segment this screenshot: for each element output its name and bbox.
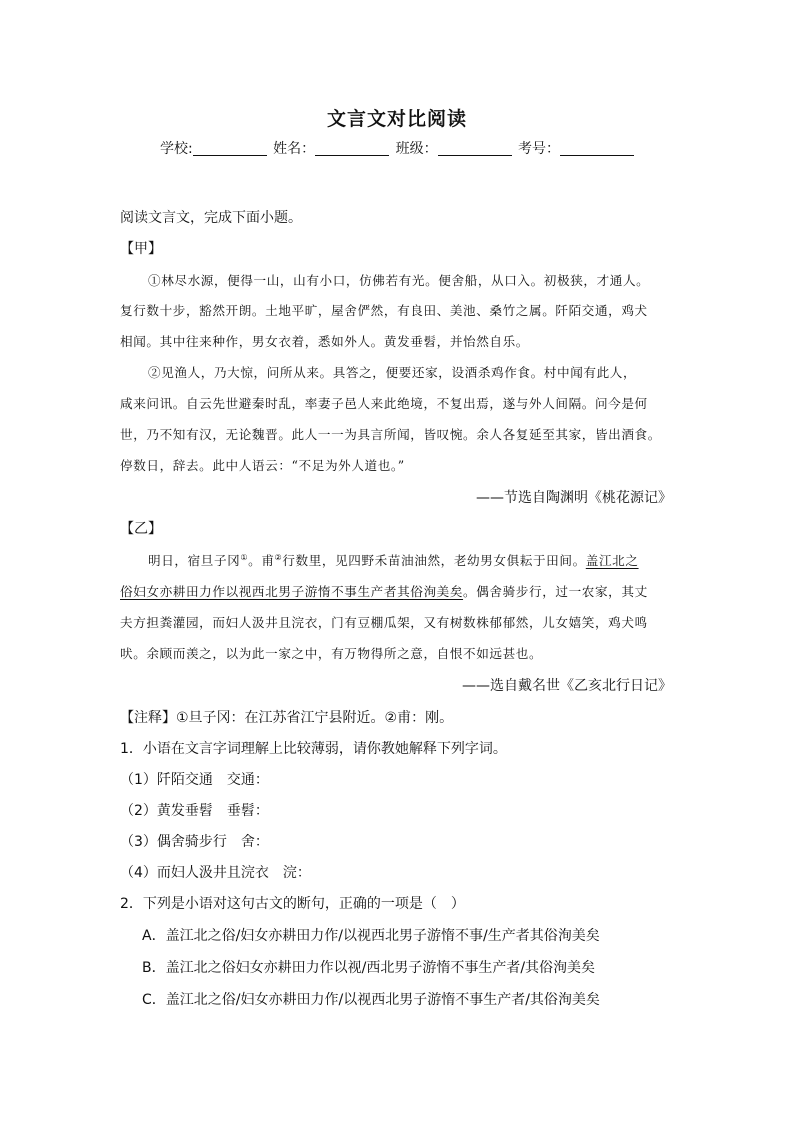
- note-marker: ②: [274, 552, 283, 562]
- class-label: 班级：: [395, 141, 438, 157]
- number-blank[interactable]: [560, 141, 634, 156]
- yi-text: 。偶舍骑步行，过一农家，其丈: [463, 584, 648, 599]
- question-2-stem: 2．下列是小语对这句古文的断句，正确的一项是（ ）: [120, 896, 465, 912]
- jia-p2-line: ②见渔人，乃大惊，问所从来。具答之，便要还家，设酒杀鸡作食。村中闻有此人，: [148, 365, 637, 380]
- jia-p1-line: ①林尽水源，便得一山，山有小口，仿佛若有光。便舍船，从口入。初极狭，才通人。: [148, 273, 650, 288]
- number-label: 考号：: [518, 141, 561, 157]
- jia-source: ——节选自陶渊明《桃花源记》: [476, 490, 672, 506]
- annotation-notes: 【注释】①旦子冈：在江苏省江宁县附近。②甫：刚。: [120, 710, 454, 726]
- class-blank[interactable]: [438, 141, 512, 156]
- school-blank[interactable]: [193, 141, 267, 156]
- jia-p2-line: 咸来问讯。自云先世避秦时乱，率妻子邑人来此绝境，不复出焉，遂与外人间隔。问今是何: [120, 396, 648, 411]
- yi-header: 【乙】: [120, 521, 162, 537]
- page-title: 文言文对比阅读: [326, 108, 467, 130]
- name-blank[interactable]: [315, 141, 389, 156]
- jia-p2-line: 停数日，辞去。此中人语云：“不足为外人道也。”: [120, 458, 405, 473]
- yi-text: 行数里，见四野禾苗油油然，老幼男女俱耘于田间。: [282, 553, 586, 568]
- yi-line: 夫方担粪灌园，而妇人汲井且浣衣，门有豆棚瓜架，又有树数株郁郁然，儿女嬉笑，鸡犬鸣: [120, 615, 648, 630]
- jia-header: 【甲】: [120, 241, 162, 257]
- underlined-sentence: 盖江北之: [585, 553, 639, 568]
- jia-p1-line: 复行数十步，豁然开朗。土地平旷，屋舍俨然，有良田、美池、桑竹之属。阡陌交通，鸡犬: [120, 303, 648, 318]
- question-1-stem: 1．小语在文言字词理解上比较薄弱，请你教她解释下列字词。: [120, 741, 507, 757]
- student-info-row: [0, 138, 794, 158]
- yi-source: ——选自戴名世《乙亥北行日记》: [462, 678, 672, 694]
- option-a[interactable]: A．盖江北之俗/妇女亦耕田力作/以视西北男子游惰不事/生产者其俗洵美矣: [142, 928, 600, 944]
- jia-p1-line: 相闻。其中往来种作，男女衣着，悉如外人。黄发垂髫，并怡然自乐。: [120, 334, 530, 349]
- yi-line: 吠。余顾而羡之，以为此一家之中，有万物得所之意，自恨不如远甚也。: [120, 646, 543, 661]
- underlined-sentence: 俗妇女亦耕田力作以视西北男子游惰不事生产者其俗洵美矣: [120, 584, 464, 599]
- option-c[interactable]: C．盖江北之俗/妇女亦耕田力作/以视西北男子游惰不事生产者/其俗洵美矣: [142, 992, 600, 1008]
- question-1-item: （1）阡陌交通 交通：: [120, 772, 269, 788]
- instruction: 阅读文言文，完成下面小题。: [120, 210, 302, 226]
- yi-text: 。甫: [248, 553, 275, 568]
- jia-p2-line: 世，乃不知有汉，无论魏晋。此人一一为具言所闻，皆叹惋。余人各复延至其家，皆出酒食。: [120, 427, 661, 442]
- question-1-item: （3）偶舍骑步行 舍：: [120, 834, 269, 850]
- name-label: 姓名：: [273, 141, 316, 157]
- yi-text: 明日，宿旦子冈: [148, 553, 241, 568]
- yi-line: [120, 581, 648, 600]
- question-1-item: （2）黄发垂髫 垂髫：: [120, 803, 269, 819]
- question-1-item: （4）而妇人汲井且浣衣 浣：: [120, 865, 311, 881]
- yi-line: [148, 550, 639, 569]
- option-b[interactable]: B．盖江北之俗妇女亦耕田力作以视/西北男子游惰不事生产者/其俗洵美矣: [142, 960, 596, 976]
- school-label: 学校:: [159, 141, 193, 157]
- note-marker: ①: [240, 552, 249, 562]
